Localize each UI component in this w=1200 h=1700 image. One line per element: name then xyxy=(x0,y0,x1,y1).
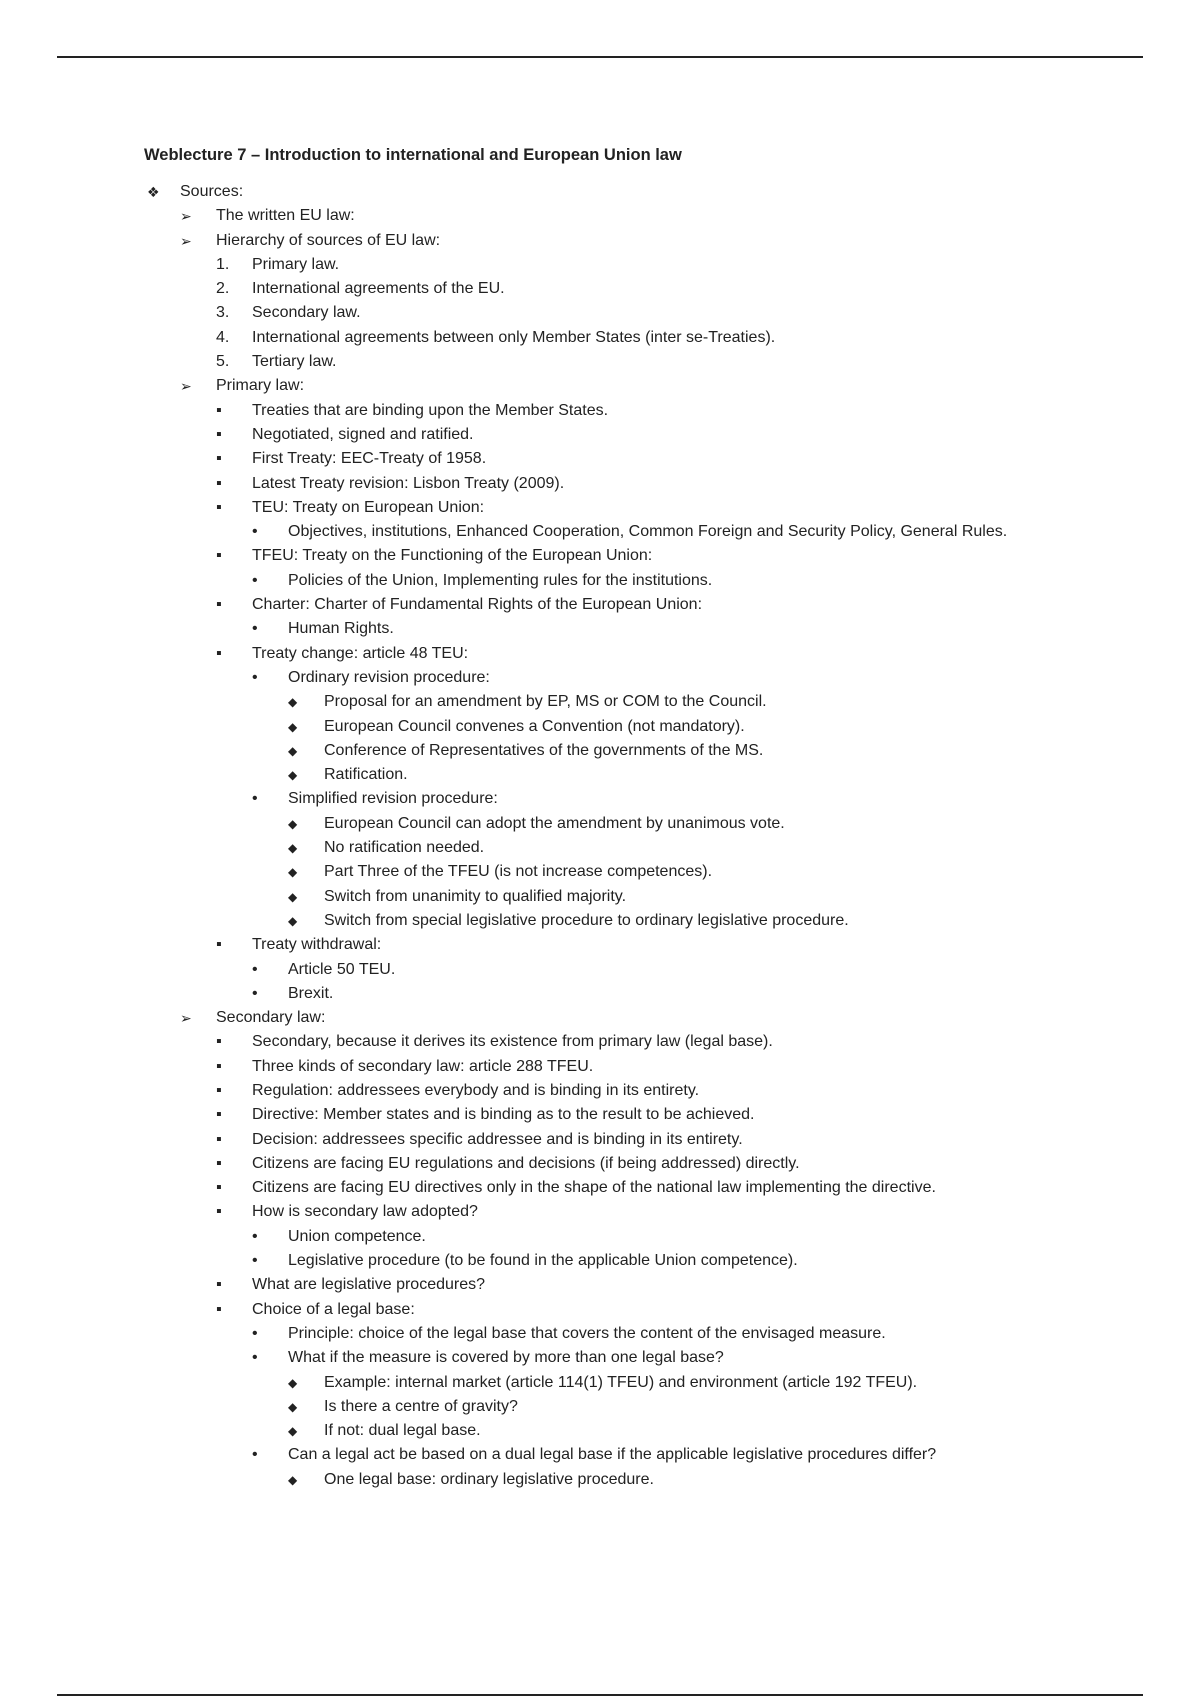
bullet-marker: ▪ xyxy=(216,401,222,419)
bullet-marker: ➢ xyxy=(180,378,192,395)
outline-item-level-4 xyxy=(144,739,1104,763)
outline-item-level-4 xyxy=(144,860,1104,884)
bullet-marker: ◆ xyxy=(288,719,298,734)
outline-item-text: Ratification. xyxy=(324,766,408,784)
outline-item-level-3 xyxy=(144,787,1104,811)
outline-item-level-2 xyxy=(144,496,1104,520)
bullet-marker: ▪ xyxy=(216,498,222,516)
outline-item-text: Policies of the Union, Implementing rules for the institutions. xyxy=(288,571,713,589)
outline-item-level-3 xyxy=(144,1346,1104,1370)
outline-item-text: Objectives, institutions, Enhanced Cooperation, Common Foreign and Security Policy, General Rules. xyxy=(288,523,1008,541)
outline-item-text: Choice of a legal base: xyxy=(252,1300,415,1318)
bullet-marker: ▪ xyxy=(216,474,222,492)
bullet-marker: • xyxy=(252,1446,258,1464)
outline-item-level-3 xyxy=(144,982,1104,1006)
outline-item-level-2 xyxy=(144,544,1104,568)
outline-item-text: If not: dual legal base. xyxy=(324,1422,481,1440)
bullet-marker: ▪ xyxy=(216,596,222,614)
outline-item-level-2 xyxy=(144,472,1104,496)
outline-item-text: What are legislative procedures? xyxy=(252,1276,486,1294)
outline-item-text: TFEU: Treaty on the Functioning of the European Union: xyxy=(252,547,653,565)
outline-item-level-1 xyxy=(144,204,1104,228)
outline-item-level-2 xyxy=(144,1200,1104,1224)
bullet-marker: ◆ xyxy=(288,1375,298,1390)
bullet-marker: • xyxy=(252,1227,258,1245)
outline-item-text: International agreements between only Member States (inter se-Treaties). xyxy=(252,328,776,346)
bullet-marker: ▪ xyxy=(216,1276,222,1294)
bullet-marker: ❖ xyxy=(147,184,160,200)
outline-item-text: Part Three of the TFEU (is not increase competences). xyxy=(324,863,713,881)
outline-item-level-2 xyxy=(144,350,1104,374)
outline-item-level-2 xyxy=(144,1079,1104,1103)
bullet-marker: ▪ xyxy=(216,936,222,954)
outline-item-level-4 xyxy=(144,763,1104,787)
bullet-marker: ◆ xyxy=(288,865,298,880)
outline-item-text: Treaty change: article 48 TEU: xyxy=(252,644,469,662)
bullet-marker: ◆ xyxy=(288,743,298,758)
bullet-marker: • xyxy=(252,790,258,808)
document-body xyxy=(144,145,1104,1492)
outline-item-text: Citizens are facing EU directives only in the shape of the national law implementing the directive. xyxy=(252,1179,936,1197)
bullet-marker: ▪ xyxy=(216,1154,222,1172)
outline-item-level-4 xyxy=(144,690,1104,714)
bullet-marker: 4. xyxy=(216,328,230,346)
header-rule xyxy=(57,56,1143,58)
outline-item-text: How is secondary law adopted? xyxy=(252,1203,478,1221)
document-title: Weblecture 7 – Introduction to international and European Union law xyxy=(144,146,682,164)
outline-item-level-3 xyxy=(144,1322,1104,1346)
outline-item-text: No ratification needed. xyxy=(324,839,485,857)
bullet-marker: ▪ xyxy=(216,1130,222,1148)
outline-item-text: International agreements of the EU. xyxy=(252,280,505,298)
outline-item-level-2 xyxy=(144,277,1104,301)
outline-item-text: Switch from special legislative procedure to ordinary legislative procedure. xyxy=(324,911,849,929)
outline-item-level-1 xyxy=(144,374,1104,398)
bullet-marker: ▪ xyxy=(216,644,222,662)
bullet-marker: ▪ xyxy=(216,450,222,468)
outline-item-level-2 xyxy=(144,253,1104,277)
bullet-marker: 2. xyxy=(216,280,230,298)
outline-item-text: What if the measure is covered by more than one legal base? xyxy=(288,1349,724,1367)
outline-item-text: Charter: Charter of Fundamental Rights of the European Union: xyxy=(252,596,703,614)
bullet-marker: ◆ xyxy=(288,695,298,710)
bullet-marker: • xyxy=(252,1324,258,1342)
outline-item-level-2 xyxy=(144,1152,1104,1176)
bullet-marker: ➢ xyxy=(180,208,192,225)
bullet-marker: ▪ xyxy=(216,547,222,565)
outline-item-text: Treaties that are binding upon the Member States. xyxy=(252,401,609,419)
outline-item-text: Primary law. xyxy=(252,255,340,273)
outline-item-level-2 xyxy=(144,1030,1104,1054)
outline-item-level-4 xyxy=(144,1419,1104,1443)
bullet-marker: ▪ xyxy=(216,1179,222,1197)
bullet-marker: • xyxy=(252,984,258,1002)
outline-item-level-4 xyxy=(144,836,1104,860)
bullet-marker: ➢ xyxy=(180,232,192,249)
outline-item-text: Conference of Representatives of the governments of the MS. xyxy=(324,741,764,759)
outline-item-level-1 xyxy=(144,1006,1104,1030)
outline-item-text: Proposal for an amendment by EP, MS or COM to the Council. xyxy=(324,693,767,711)
outline-item-text: Principle: choice of the legal base that covers the content of the envisaged measure. xyxy=(288,1324,886,1342)
outline-item-text: Secondary law. xyxy=(252,304,361,322)
outline-item-level-4 xyxy=(144,1468,1104,1492)
outline-item-text: First Treaty: EEC-Treaty of 1958. xyxy=(252,450,487,468)
outline-item-level-2 xyxy=(144,399,1104,423)
outline-item-level-3 xyxy=(144,666,1104,690)
bullet-marker: • xyxy=(252,523,258,541)
bullet-marker: 1. xyxy=(216,255,230,273)
outline-item-text: Regulation: addressees everybody and is binding in its entirety. xyxy=(252,1081,700,1099)
bullet-marker: • xyxy=(252,620,258,638)
bullet-marker: 3. xyxy=(216,304,230,322)
outline-item-level-2 xyxy=(144,301,1104,325)
outline-item-level-3 xyxy=(144,1443,1104,1467)
outline-item-level-4 xyxy=(144,715,1104,739)
bullet-marker: • xyxy=(252,1252,258,1270)
outline-item-text: Three kinds of secondary law: article 288 TFEU. xyxy=(252,1057,594,1075)
bullet-marker: • xyxy=(252,668,258,686)
outline-item-text: Human Rights. xyxy=(288,620,394,638)
bullet-marker: ▪ xyxy=(216,1033,222,1051)
outline-item-level-3 xyxy=(144,617,1104,641)
outline-item-level-4 xyxy=(144,1395,1104,1419)
bullet-marker: • xyxy=(252,571,258,589)
bullet-marker: ◆ xyxy=(288,889,298,904)
outline-item-text: Hierarchy of sources of EU law: xyxy=(216,231,441,249)
outline-item-text: Primary law: xyxy=(216,377,305,395)
bullet-marker: ◆ xyxy=(288,768,298,783)
outline-item-level-2 xyxy=(144,1055,1104,1079)
outline-item-level-2 xyxy=(144,447,1104,471)
bullet-marker: • xyxy=(252,960,258,978)
outline-item-text: Sources: xyxy=(180,183,244,200)
bullet-marker: ◆ xyxy=(288,841,298,856)
outline-item-level-2 xyxy=(144,1103,1104,1127)
outline-item-text: Secondary, because it derives its existence from primary law (legal base). xyxy=(252,1033,773,1051)
outline-item-text: Brexit. xyxy=(288,984,334,1002)
outline-item-level-3 xyxy=(144,958,1104,982)
outline-item-level-2 xyxy=(144,423,1104,447)
outline-item-level-2 xyxy=(144,1298,1104,1322)
outline-item-level-2 xyxy=(144,1128,1104,1152)
outline-item-level-2 xyxy=(144,933,1104,957)
outline-item-level-3 xyxy=(144,1225,1104,1249)
bullet-marker: ▪ xyxy=(216,425,222,443)
bullet-marker: ◆ xyxy=(288,913,298,928)
bullet-marker: ◆ xyxy=(288,1424,298,1439)
outline-item-text: Directive: Member states and is binding as to the result to be achieved. xyxy=(252,1106,755,1124)
bullet-marker: • xyxy=(252,1349,258,1367)
outline-item-text: TEU: Treaty on European Union: xyxy=(252,498,485,516)
outline-item-text: Can a legal act be based on a dual legal base if the applicable legislative procedures differ? xyxy=(288,1446,937,1464)
outline-item-level-4 xyxy=(144,909,1104,933)
outline-item-text: European Council can adopt the amendment by unanimous vote. xyxy=(324,814,785,832)
outline-item-text: One legal base: ordinary legislative procedure. xyxy=(324,1470,654,1488)
outline-item-level-2 xyxy=(144,593,1104,617)
outline-item-level-4 xyxy=(144,885,1104,909)
outline-item-level-0 xyxy=(144,180,1104,204)
outline-item-text: Latest Treaty revision: Lisbon Treaty (2009). xyxy=(252,474,565,492)
outline-item-level-3 xyxy=(144,569,1104,593)
outline-item-level-4 xyxy=(144,1371,1104,1395)
outline-item-level-2 xyxy=(144,1273,1104,1297)
outline-item-text: Example: internal market (article 114(1) TFEU) and environment (article 192 TFEU). xyxy=(324,1373,918,1391)
outline-item-text: Switch from unanimity to qualified majority. xyxy=(324,887,627,905)
outline-item-text: The written EU law: xyxy=(216,207,355,225)
outline-item-text: Simplified revision procedure: xyxy=(288,790,498,808)
outline-item-text: Article 50 TEU. xyxy=(288,960,396,978)
bullet-marker: ▪ xyxy=(216,1106,222,1124)
bullet-marker: ➢ xyxy=(180,1010,192,1027)
outline-item-text: Citizens are facing EU regulations and decisions (if being addressed) directly. xyxy=(252,1154,800,1172)
bullet-marker: 5. xyxy=(216,353,230,371)
outline-item-level-3 xyxy=(144,1249,1104,1273)
outline-item-level-3 xyxy=(144,520,1104,544)
outline-item-text: Secondary law: xyxy=(216,1009,326,1027)
outline-item-text: Negotiated, signed and ratified. xyxy=(252,425,474,443)
outline-item-text: Ordinary revision procedure: xyxy=(288,668,490,686)
outline-item-level-4 xyxy=(144,812,1104,836)
outline-item-text: Decision: addressees specific addressee and is binding in its entirety. xyxy=(252,1130,743,1148)
outline-item-text: Union competence. xyxy=(288,1227,426,1245)
bullet-marker: ▪ xyxy=(216,1081,222,1099)
outline-item-text: Tertiary law. xyxy=(252,353,337,371)
outline-item-level-2 xyxy=(144,1176,1104,1200)
outline-item-text: Treaty withdrawal: xyxy=(252,936,382,954)
outline-item-level-2 xyxy=(144,642,1104,666)
bullet-marker: ◆ xyxy=(288,1472,298,1487)
footer-rule xyxy=(57,1694,1143,1696)
bullet-marker: ◆ xyxy=(288,1399,298,1414)
outline-item-level-2 xyxy=(144,326,1104,350)
outline-item-level-1 xyxy=(144,229,1104,253)
outline-item-text: Legislative procedure (to be found in the applicable Union competence). xyxy=(288,1252,798,1270)
bullet-marker: ◆ xyxy=(288,816,298,831)
outline-list xyxy=(144,180,1104,1492)
bullet-marker: ▪ xyxy=(216,1057,222,1075)
bullet-marker: ▪ xyxy=(216,1203,222,1221)
outline-item-text: Is there a centre of gravity? xyxy=(324,1397,518,1415)
outline-item-text: European Council convenes a Convention (not mandatory). xyxy=(324,717,745,735)
bullet-marker: ▪ xyxy=(216,1300,222,1318)
